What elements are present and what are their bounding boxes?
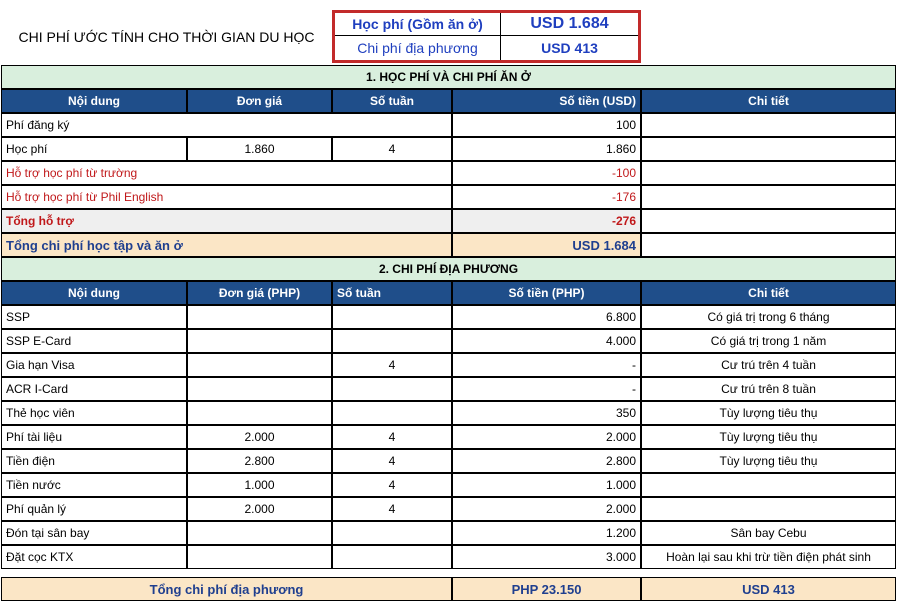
section2-row-item: Đặt cọc KTX [1,545,187,569]
summary-local-label: Chi phí địa phương [335,36,501,60]
section1-row-amount: 1.860 [452,137,641,161]
summary-tuition-label: Học phí (Gồm ăn ở) [335,13,501,36]
section2-total-usd: USD 413 [641,577,896,601]
section2-row-item: Phí tài liệu [1,425,187,449]
section2-total-label: Tổng chi phí địa phương [1,577,452,601]
section2-row-weeks: 4 [332,497,452,521]
section1-row-item: Hỗ trợ học phí từ Phil English [1,185,452,209]
section1-row-item: Phí đăng ký [1,113,452,137]
section2-row-detail: Cư trú trên 8 tuần [641,377,896,401]
section2-total-php: PHP 23.150 [452,577,641,601]
sheet-title: CHI PHÍ ƯỚC TÍNH CHO THỜI GIAN DU HỌC [18,28,315,45]
section1-row-detail [641,113,896,137]
section2-row-price [187,329,332,353]
section2-row-price: 2.800 [187,449,332,473]
section2-row-price: 2.000 [187,425,332,449]
section1-row-item: Hỗ trợ học phí từ trường [1,161,452,185]
section1-row-weeks: 4 [332,137,452,161]
section2-row-item: Tiền điện [1,449,187,473]
section1-total-label: Tổng chi phí học tập và ăn ở [1,233,452,257]
section2-header-detail: Chi tiết [641,281,896,305]
section1-header-amount: Số tiền (USD) [452,89,641,113]
section1-row-amount: -276 [452,209,641,233]
section1-row-amount: -100 [452,161,641,185]
section2-row-amount: - [452,353,641,377]
section1-row-amount: -176 [452,185,641,209]
section1-header-detail: Chi tiết [641,89,896,113]
section1-header-weeks: Số tuần [332,89,452,113]
section2-row-amount: 350 [452,401,641,425]
section2-row-amount: 3.000 [452,545,641,569]
section2-row-weeks: 4 [332,473,452,497]
section2-header-price: Đơn giá (PHP) [187,281,332,305]
section2-row-price: 1.000 [187,473,332,497]
section2-row-detail: Có giá trị trong 6 tháng [641,305,896,329]
section2-row-amount: 1.000 [452,473,641,497]
section1-row-detail [641,137,896,161]
section1-total-detail [641,233,896,257]
section2-row-detail: Hoàn lại sau khi trừ tiền điện phát sinh [641,545,896,569]
section2-row-detail: Tùy lượng tiêu thụ [641,449,896,473]
section2-row-detail [641,497,896,521]
section2-row-price [187,545,332,569]
section2-row-detail: Sân bay Cebu [641,521,896,545]
section2-row-weeks: 4 [332,353,452,377]
section2-row-amount: 6.800 [452,305,641,329]
section2-row-weeks [332,545,452,569]
section2-header-amount: Số tiền (PHP) [452,281,641,305]
section2-row-item: SSP [1,305,187,329]
section2-row-amount: 2.000 [452,425,641,449]
section2-row-weeks [332,521,452,545]
section2-row-price [187,305,332,329]
section1-header-item: Nội dung [1,89,187,113]
section2-row-item: Tiền nước [1,473,187,497]
section2-row-detail: Có giá trị trong 1 năm [641,329,896,353]
section2-row-amount: 2.800 [452,449,641,473]
section1-row-item: Học phí [1,137,187,161]
section1-row-detail [641,185,896,209]
section2-row-price [187,521,332,545]
summary-tuition-value: USD 1.684 [501,13,638,36]
section2-row-item: Thẻ học viên [1,401,187,425]
section2-row-item: SSP E-Card [1,329,187,353]
section1-row-detail [641,161,896,185]
section2-row-item: Đón tại sân bay [1,521,187,545]
section2-row-price: 2.000 [187,497,332,521]
section1-row-price: 1.860 [187,137,332,161]
section2-row-weeks [332,305,452,329]
section2-row-detail: Tùy lượng tiêu thụ [641,425,896,449]
section2-row-weeks: 4 [332,449,452,473]
section2-row-weeks: 4 [332,425,452,449]
section1-row-item: Tổng hỗ trợ [1,209,452,233]
section2-row-item: ACR I-Card [1,377,187,401]
section2-title: 2. CHI PHÍ ĐỊA PHƯƠNG [1,257,896,281]
summary-box [332,10,641,63]
section2-row-amount: - [452,377,641,401]
section2-row-item: Phí quản lý [1,497,187,521]
section1-title: 1. HỌC PHÍ VÀ CHI PHÍ ĂN Ở [1,65,896,89]
section2-row-weeks [332,401,452,425]
section2-row-detail: Tùy lượng tiêu thụ [641,401,896,425]
summary-local-value: USD 413 [541,40,598,56]
section1-row-detail [641,209,896,233]
section2-row-price [187,353,332,377]
section2-row-amount: 1.200 [452,521,641,545]
section1-total-value: USD 1.684 [452,233,641,257]
section2-row-price [187,377,332,401]
section2-header-item: Nội dung [1,281,187,305]
section2-row-weeks [332,329,452,353]
section2-row-amount: 2.000 [452,497,641,521]
section2-row-detail [641,473,896,497]
section2-header-weeks: Số tuần [332,281,452,305]
section2-row-item: Gia hạn Visa [1,353,187,377]
section1-row-amount: 100 [452,113,641,137]
section2-row-amount: 4.000 [452,329,641,353]
section2-row-price [187,401,332,425]
section2-row-weeks [332,377,452,401]
section1-header-price: Đơn giá [187,89,332,113]
section2-row-detail: Cư trú trên 4 tuần [641,353,896,377]
